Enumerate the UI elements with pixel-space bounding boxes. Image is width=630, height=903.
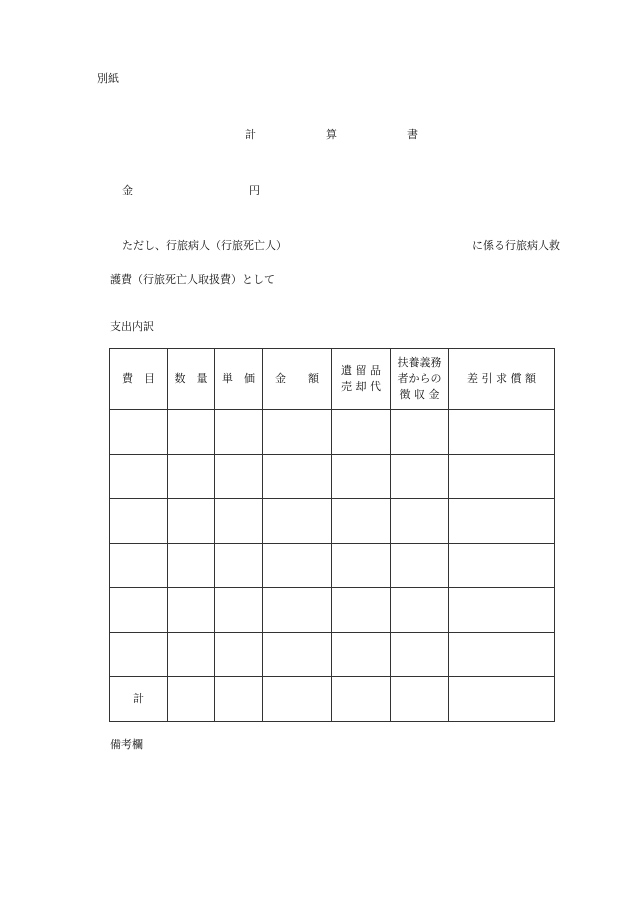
table-row [110, 632, 555, 677]
table-cell [449, 588, 555, 633]
table-cell [332, 588, 391, 633]
table-cell [110, 588, 168, 633]
document-title-char-3: 書 [407, 128, 418, 141]
table-cell [332, 543, 391, 588]
table-cell [110, 543, 168, 588]
table-cell [263, 677, 332, 722]
table-cell [168, 588, 215, 633]
table-cell [263, 543, 332, 588]
col-header-claim: 差 引 求 償 額 [449, 349, 555, 410]
table-cell [263, 410, 332, 455]
breakdown-table [109, 348, 555, 722]
table-cell [168, 410, 215, 455]
table-cell [391, 454, 449, 499]
table-cell [263, 632, 332, 677]
table-cell [449, 499, 555, 544]
table-row [110, 588, 555, 633]
table-row [110, 499, 555, 544]
table-cell [391, 632, 449, 677]
header-row [110, 349, 555, 410]
col-header-quantity: 数 量 [168, 349, 215, 410]
amount-unit: 円 [249, 184, 260, 197]
table-cell [215, 632, 263, 677]
table-cell [332, 410, 391, 455]
table-cell [263, 454, 332, 499]
table-cell [215, 543, 263, 588]
table-cell [263, 499, 332, 544]
table-cell [449, 410, 555, 455]
col-header-estate-sale-line1: 遺 留 品 [341, 364, 381, 378]
breakdown-heading: 支出内訳 [110, 320, 154, 333]
col-header-support-line3: 徴 収 金 [399, 387, 440, 401]
col-header-unit-price: 単 価 [215, 349, 263, 410]
table-cell [215, 499, 263, 544]
table-cell [391, 410, 449, 455]
table-row [110, 410, 555, 455]
table-cell [332, 499, 391, 544]
table-cell [391, 499, 449, 544]
total-label: 計 [110, 677, 168, 722]
table-cell [391, 543, 449, 588]
table-cell [215, 454, 263, 499]
document-title-char-2: 算 [326, 128, 337, 141]
table-cell [215, 588, 263, 633]
col-header-amount: 金 額 [263, 349, 332, 410]
total-row [110, 677, 555, 722]
table-cell [332, 632, 391, 677]
table-cell [215, 410, 263, 455]
proviso-text-left: ただし、行旅病人（行旅死亡人） [122, 239, 287, 252]
table-cell [391, 677, 449, 722]
table-cell [332, 677, 391, 722]
col-header-estate-sale [332, 349, 391, 410]
table-cell [168, 543, 215, 588]
proviso-text-continuation: 護費（行旅死亡人取扱費）として [110, 273, 275, 286]
table-cell [449, 632, 555, 677]
col-header-estate-sale-line2: 売 却 代 [341, 380, 381, 393]
notes-heading: 備考欄 [110, 738, 143, 751]
col-header-support-line1: 扶養義務 [397, 356, 442, 370]
proviso-text-right: に係る行旅病人救 [472, 239, 560, 252]
col-header-support-line2: 者からの [397, 372, 442, 386]
table-cell [449, 454, 555, 499]
table-cell [332, 454, 391, 499]
col-header-item: 費 目 [110, 349, 168, 410]
table-cell [110, 499, 168, 544]
table-cell [449, 543, 555, 588]
table-cell [110, 632, 168, 677]
attachment-label: 別紙 [97, 72, 119, 85]
table-cell [168, 677, 215, 722]
table-cell [263, 588, 332, 633]
col-header-support-collection [391, 349, 449, 410]
table-cell [215, 677, 263, 722]
table-row [110, 543, 555, 588]
table-row [110, 454, 555, 499]
table-cell [168, 632, 215, 677]
table-cell [168, 454, 215, 499]
amount-label: 金 [122, 184, 133, 197]
document-title-char-1: 計 [245, 128, 256, 141]
table-cell [110, 410, 168, 455]
table-cell [168, 499, 215, 544]
table-cell [449, 677, 555, 722]
table-cell [391, 588, 449, 633]
table-cell [110, 454, 168, 499]
